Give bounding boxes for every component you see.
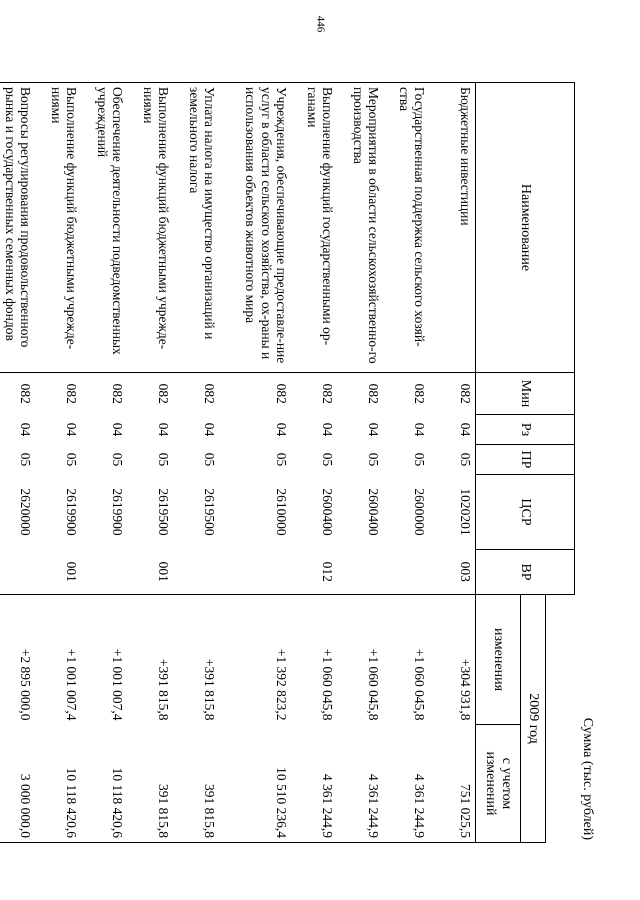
row-vr xyxy=(174,550,220,595)
row-csr: 2600400 xyxy=(320,488,336,536)
row-name: Учреждения, обеспечивающие предоставле-ние услуг в области сельского хозяйства, ох-раны и использования объектов животного мира xyxy=(220,83,292,373)
row-vr: 012 xyxy=(292,550,338,595)
row-total: 391 815,8 xyxy=(174,725,220,843)
units-caption: Сумма (тыс. рублей) xyxy=(580,717,595,840)
row-change: +1 001 007,4 xyxy=(64,648,80,721)
row-csr: 1020201 xyxy=(458,488,474,536)
row-total: 3 000 000,0 xyxy=(0,725,36,843)
table-row xyxy=(292,83,338,843)
row-pr: 05 xyxy=(64,452,80,467)
header-pr: ПР xyxy=(476,445,575,475)
row-change: +1 060 045,8 xyxy=(366,648,382,721)
row-rz: 04 xyxy=(274,422,290,437)
header-changes: изменения xyxy=(476,595,521,725)
row-min: 082 xyxy=(156,383,172,404)
row-change: +391 815,8 xyxy=(202,658,218,721)
row-total: 751 025,5 xyxy=(430,725,477,843)
row-change: +391 815,8 xyxy=(156,658,172,721)
row-rz: 04 xyxy=(64,422,80,437)
header-vr: ВР xyxy=(476,550,575,595)
row-total: 4 361 244,9 xyxy=(338,725,384,843)
row-pr: 05 xyxy=(458,452,474,467)
row-pr: 05 xyxy=(0,445,36,475)
budget-table xyxy=(0,82,575,843)
row-change: +1 001 007,4 xyxy=(110,648,126,721)
row-vr xyxy=(82,550,128,595)
row-name: Выполнение функций бюджетными учрежде-ниями xyxy=(36,83,82,373)
header-year: 2009 год xyxy=(521,595,546,843)
row-rz: 04 xyxy=(458,422,474,437)
row-name: Бюджетные инвестиции xyxy=(430,83,477,373)
table-row xyxy=(220,83,292,843)
row-min: 082 xyxy=(412,383,428,404)
row-min: 082 xyxy=(320,383,336,404)
table-row xyxy=(174,83,220,843)
row-pr: 05 xyxy=(156,452,172,467)
page-number: 446 xyxy=(314,15,326,33)
row-change: +2 895 000,0 xyxy=(0,595,36,725)
row-csr: 2620000 xyxy=(0,475,36,550)
table-row xyxy=(36,83,82,843)
row-rz: 04 xyxy=(0,415,36,445)
row-csr: 2619500 xyxy=(202,488,218,536)
row-pr: 05 xyxy=(412,452,428,467)
row-pr: 05 xyxy=(320,452,336,467)
header-rz: Рз xyxy=(476,415,575,445)
row-vr xyxy=(220,550,292,595)
row-csr: 2619900 xyxy=(64,488,80,536)
row-rz: 04 xyxy=(110,422,126,437)
table-row xyxy=(430,83,477,843)
row-min: 082 xyxy=(202,383,218,404)
row-min: 082 xyxy=(274,383,290,404)
row-rz: 04 xyxy=(320,422,336,437)
row-pr: 05 xyxy=(202,452,218,467)
row-total: 10 118 420,6 xyxy=(82,725,128,843)
row-change: +304 931,8 xyxy=(458,658,474,721)
row-rz: 04 xyxy=(366,422,382,437)
header-with-changes: с учетом изменений xyxy=(476,725,521,843)
row-csr: 2600400 xyxy=(366,488,382,536)
row-total: 4 361 244,9 xyxy=(292,725,338,843)
row-csr: 2619900 xyxy=(110,488,126,536)
row-min: 082 xyxy=(458,383,474,404)
row-change: +1 060 045,8 xyxy=(320,648,336,721)
row-csr: 2610000 xyxy=(274,488,290,536)
row-name: Выполнение функций бюджетными учрежде-ниями xyxy=(128,83,174,373)
row-name: Мероприятия в области сельскохозяйственно-го производства xyxy=(338,83,384,373)
row-name: Выполнение функций государственными ор-ганами xyxy=(292,83,338,373)
header-min: Мин xyxy=(476,373,575,415)
header-name: Наименование xyxy=(476,83,575,373)
header-csr: ЦСР xyxy=(476,475,575,550)
row-total: 10 118 420,6 xyxy=(36,725,82,843)
row-total: 10 510 236,4 xyxy=(220,725,292,843)
row-min: 082 xyxy=(366,383,382,404)
table-row xyxy=(338,83,384,843)
table-row xyxy=(384,83,430,843)
row-vr xyxy=(338,550,384,595)
row-min: 082 xyxy=(0,373,36,415)
row-change: +1 060 045,8 xyxy=(412,648,428,721)
row-vr: 001 xyxy=(36,550,82,595)
row-name: Обеспечение деятельности подведомственных учреждений xyxy=(82,83,128,373)
row-rz: 04 xyxy=(156,422,172,437)
row-rz: 04 xyxy=(412,422,428,437)
row-name: Государственная поддержка сельского хозяй-ства xyxy=(384,83,430,373)
row-pr: 05 xyxy=(274,452,290,467)
row-csr: 2600000 xyxy=(412,488,428,536)
row-total: 391 815,8 xyxy=(128,725,174,843)
table-row xyxy=(0,83,36,843)
row-total: 4 361 244,9 xyxy=(384,725,430,843)
row-pr: 05 xyxy=(110,452,126,467)
row-vr: 001 xyxy=(128,550,174,595)
table-row xyxy=(128,83,174,843)
row-name: Вопросы регулирования продовольственного рынка и государственных семенных фондов xyxy=(0,83,36,373)
table-body xyxy=(0,83,476,843)
row-name: Уплата налога на имущество организаций и земельного налога xyxy=(174,83,220,373)
table-row xyxy=(82,83,128,843)
row-change: +1 392 823,2 xyxy=(274,648,290,721)
row-vr: 003 xyxy=(430,550,477,595)
rotated-page xyxy=(2,82,595,846)
row-csr: 2619500 xyxy=(156,488,172,536)
row-min: 082 xyxy=(64,383,80,404)
row-min: 082 xyxy=(110,383,126,404)
row-vr xyxy=(0,550,36,595)
row-vr xyxy=(384,550,430,595)
row-rz: 04 xyxy=(202,422,218,437)
row-pr: 05 xyxy=(366,452,382,467)
